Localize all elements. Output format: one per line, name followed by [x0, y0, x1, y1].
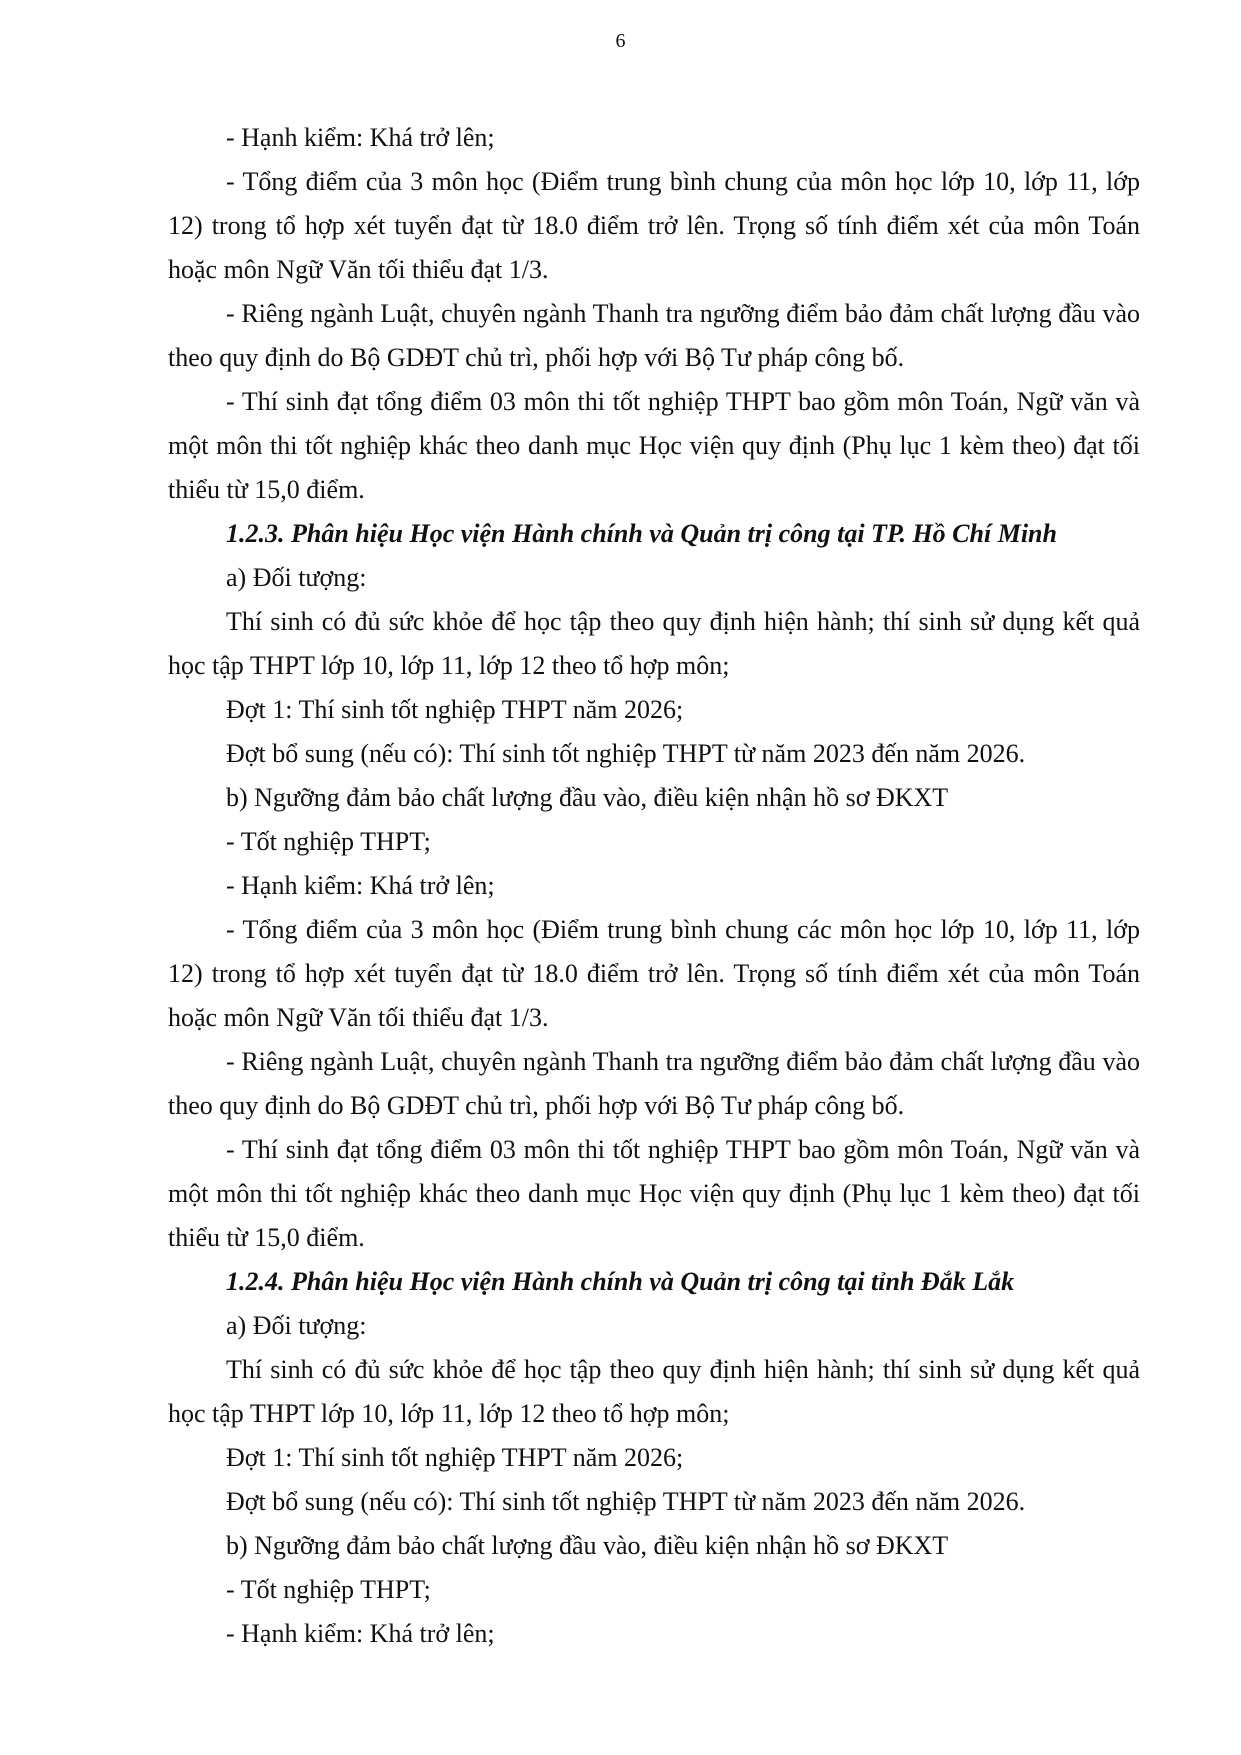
- section-heading-daklak-branch: 1.2.4. Phân hiệu Học viện Hành chính và Quản trị công tại tỉnh Đắk Lắk: [226, 1267, 1015, 1296]
- page-number: 6: [615, 30, 626, 52]
- paragraph-supplementary-round: Đợt bổ sung (nếu có): Thí sinh tốt nghiệp THPT từ năm 2023 đến năm 2026.: [226, 739, 1026, 768]
- paragraph-exam-score-requirement: - Thí sinh đạt tổng điểm 03 môn thi tốt nghiệp THPT bao gồm môn Toán, Ngữ văn và một môn thi tốt nghiệp khác theo danh mục Học viện quy định (Phụ lục 1 kèm theo) đạt tối thiểu từ 15,0 điểm.: [168, 387, 1140, 504]
- paragraph-eligibility: Thí sinh có đủ sức khỏe để học tập theo quy định hiện hành; thí sinh sử dụng kết quả học tập THPT lớp 10, lớp 11, lớp 12 theo tổ hợp môn;: [168, 607, 1140, 680]
- paragraph-graduation-requirement: - Tốt nghiệp THPT;: [226, 1575, 431, 1604]
- paragraph-conduct-requirement: - Hạnh kiểm: Khá trở lên;: [226, 871, 495, 900]
- paragraph-law-major-threshold: - Riêng ngành Luật, chuyên ngành Thanh tra ngưỡng điểm bảo đảm chất lượng đầu vào theo quy định do Bộ GDĐT chủ trì, phối hợp với Bộ Tư pháp công bố.: [168, 299, 1140, 372]
- paragraph-graduation-requirement: - Tốt nghiệp THPT;: [226, 827, 431, 856]
- paragraph-total-score-requirement: - Tổng điểm của 3 môn học (Điểm trung bình chung của môn học lớp 10, lớp 11, lớp 12) trong tổ hợp xét tuyển đạt từ 18.0 điểm trở lên. Trọng số tính điểm xét của môn Toán hoặc môn Ngữ Văn tối thiểu đạt 1/3.: [168, 167, 1140, 284]
- section-heading-hcm-branch: 1.2.3. Phân hiệu Học viện Hành chính và Quản trị công tại TP. Hồ Chí Minh: [226, 519, 1057, 548]
- paragraph-total-score-requirement: - Tổng điểm của 3 môn học (Điểm trung bình chung các môn học lớp 10, lớp 11, lớp 12) trong tổ hợp xét tuyển đạt từ 18.0 điểm trở lên. Trọng số tính điểm xét của môn Toán hoặc môn Ngữ Văn tối thiểu đạt 1/3.: [168, 915, 1140, 1032]
- paragraph-law-major-threshold: - Riêng ngành Luật, chuyên ngành Thanh tra ngưỡng điểm bảo đảm chất lượng đầu vào theo quy định do Bộ GDĐT chủ trì, phối hợp với Bộ Tư pháp công bố.: [168, 1047, 1140, 1120]
- paragraph-exam-score-requirement: - Thí sinh đạt tổng điểm 03 môn thi tốt nghiệp THPT bao gồm môn Toán, Ngữ văn và một môn thi tốt nghiệp khác theo danh mục Học viện quy định (Phụ lục 1 kèm theo) đạt tối thiểu từ 15,0 điểm.: [168, 1135, 1140, 1252]
- paragraph-supplementary-round: Đợt bổ sung (nếu có): Thí sinh tốt nghiệp THPT từ năm 2023 đến năm 2026.: [226, 1487, 1026, 1516]
- paragraph-threshold-label: b) Ngưỡng đảm bảo chất lượng đầu vào, điều kiện nhận hồ sơ ĐKXT: [226, 1531, 949, 1560]
- paragraph-conduct-requirement: - Hạnh kiểm: Khá trở lên;: [226, 1619, 495, 1648]
- paragraph-round-1: Đợt 1: Thí sinh tốt nghiệp THPT năm 2026;: [226, 695, 684, 724]
- paragraph-round-1: Đợt 1: Thí sinh tốt nghiệp THPT năm 2026;: [226, 1443, 684, 1472]
- paragraph-threshold-label: b) Ngưỡng đảm bảo chất lượng đầu vào, điều kiện nhận hồ sơ ĐKXT: [226, 783, 949, 812]
- paragraph-conduct-requirement: - Hạnh kiểm: Khá trở lên;: [226, 123, 495, 152]
- paragraph-eligibility: Thí sinh có đủ sức khỏe để học tập theo quy định hiện hành; thí sinh sử dụng kết quả học tập THPT lớp 10, lớp 11, lớp 12 theo tổ hợp môn;: [168, 1355, 1140, 1428]
- document-body: [168, 116, 1140, 1656]
- paragraph-subject-label: a) Đối tượng:: [226, 1311, 367, 1340]
- paragraph-subject-label: a) Đối tượng:: [226, 563, 367, 592]
